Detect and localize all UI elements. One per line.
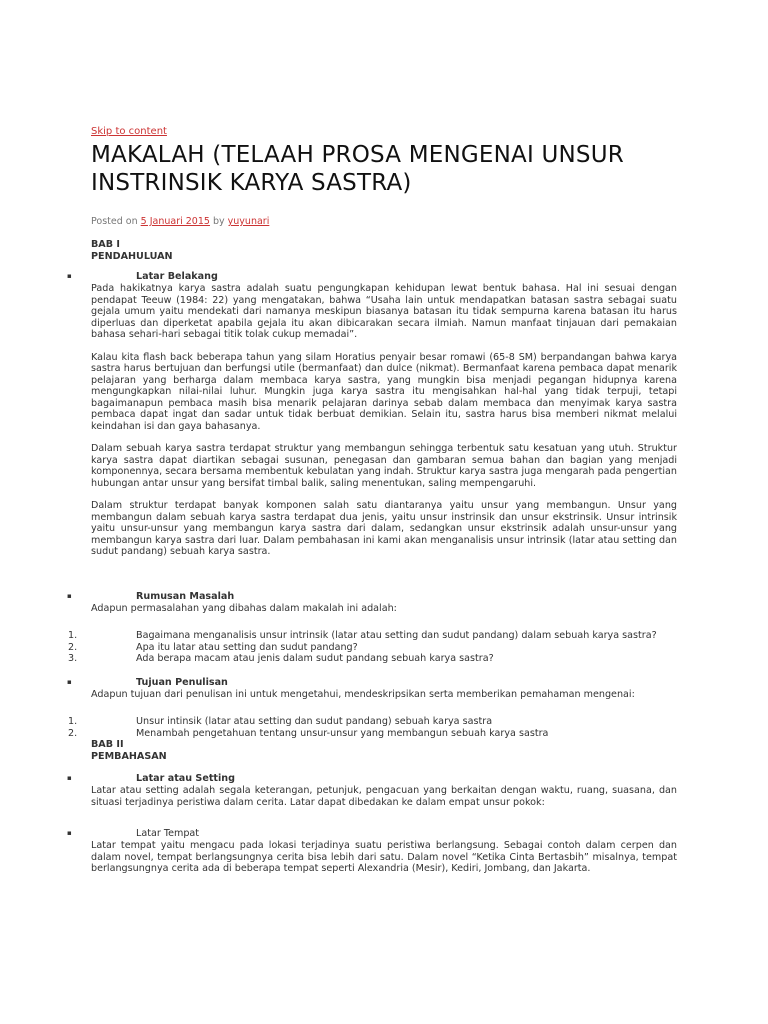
list-item: [68, 653, 677, 665]
list-item: [68, 727, 677, 740]
paragraph: Adapun permasalahan yang dibahas dalam makalah ini adalah:: [91, 602, 397, 614]
bullet-icon: ▪: [67, 829, 72, 837]
skip-to-content-link[interactable]: Skip to content: [91, 126, 167, 137]
section-heading: Latar Tempat: [136, 828, 200, 839]
section-latar-tempat: [67, 828, 677, 840]
list-item-text: Apa itu latar atau setting dan sudut pandang?: [136, 641, 358, 653]
bab2-title: PEMBAHASAN: [91, 750, 167, 762]
bab1-label: BAB I: [91, 239, 120, 250]
list-item: [68, 630, 677, 642]
section-rumusan-masalah: [67, 590, 677, 603]
article-body: [67, 239, 677, 875]
list-number: 1.: [68, 630, 78, 641]
section-latar-setting: [67, 773, 677, 785]
section-heading: Rumusan Masalah: [136, 590, 235, 602]
section-heading: Latar Belakang: [136, 271, 218, 282]
post-date-link[interactable]: 5 Januari 2015: [140, 216, 210, 227]
page-title: MAKALAH (TELAAH PROSA MENGENAI UNSUR INSTRINSIK KARYA SASTRA): [91, 142, 624, 196]
bullet-icon: ▪: [67, 272, 72, 280]
bullet-icon: ▪: [67, 774, 72, 782]
list-number: 2.: [68, 727, 78, 739]
section-heading: Latar atau Setting: [136, 773, 235, 784]
paragraph: Dalam struktur terdapat banyak komponen salah satu diantaranya yaitu unsur yang membangun. Unsur yang membangun dalam sebuah karya sastra terdapat dua jenis, yaitu unsur instrinsik dan unsur ekstrinsik. Unsur intrinsik yaitu unsur-unsur yang membangun karya sastra dari dalam, sedangkan unsur ekstrinsik adalah unsur-unsur yang membangun karya sastra dari luar. Dalam pembahasan ini kami akan menganalisis unsur intrinsik (latar atau setting dan sudut pandang) sebuah karya sastra.: [91, 500, 677, 557]
paragraph: Latar atau setting adalah segala keterangan, petunjuk, pengacuan yang berkaitan dengan waktu, ruang, suasana, dan situasi terjadinya peristiwa dalam cerita. Latar dapat dibedakan ke dalam empat unsur pokok:: [91, 785, 677, 808]
list-number: 3.: [68, 653, 78, 664]
section-tujuan-penulisan: [67, 676, 677, 689]
posted-on-label: Posted on: [91, 216, 138, 227]
author-link[interactable]: yuyunari: [227, 216, 270, 227]
section-heading: Tujuan Penulisan: [136, 676, 228, 688]
bullet-icon: ▪: [67, 677, 72, 686]
list-number: 2.: [68, 641, 78, 653]
list-item-text: Ada berapa macam atau jenis dalam sudut pandang sebuah karya sastra?: [136, 653, 494, 664]
list-item-text: Bagaimana menganalisis unsur intrinsik (latar atau setting dan sudut pandang) dalam sebuah karya sastra?: [136, 630, 657, 641]
by-label: by: [212, 216, 225, 227]
paragraph: Dalam sebuah karya sastra terdapat struktur yang membangun sehingga terbentuk satu kesatuan yang utuh. Struktur karya sastra dapat diartikan sebagai susunan, penegasan dan gambaran semua bahan dan bagian yang menjadi komponennya, secara bersama membentuk kebulatan yang indah. Struktur karya sastra juga mengarah pada pengertian hubungan antar unsur yang bersifat timbal balik, saling menentukan, saling mempengaruhi.: [91, 443, 677, 489]
bullet-icon: ▪: [67, 591, 72, 600]
paragraph: Adapun tujuan dari penulisan ini untuk mengetahui, mendeskripsikan serta memberikan pemahaman mengenai:: [91, 688, 635, 700]
list-item: [68, 716, 677, 728]
bab2-label: BAB II: [91, 739, 124, 750]
paragraph: Pada hakikatnya karya sastra adalah suatu pengungkapan kehidupan lewat bentuk bahasa. Hal ini sesuai dengan pendapat Teeuw (1984: 22) yang mengatakan, bahwa “Usaha lain untuk mendapatkan batasan sastra sebagai suatu gejala umum yaitu mendekati dari namanya meskipun biasanya batasan itu tidak sempurna karena batasan itu harus diperluas dan diperketat apabila gejala itu akan dibicarakan secara ilmiah. Namun manfaat tinjauan dari pemakaian bahasa sehari-hari sebagai titik tolak cukup memadai”.: [91, 283, 677, 340]
list-item: [68, 641, 677, 654]
paragraph: Latar tempat yaitu mengacu pada lokasi terjadinya suatu peristiwa berlangsung. Sebagai contoh dalam cerpen dan dalam novel, tempat berlangsungnya cerita bisa lebih dari satu. Dalam novel “Ketika Cinta Bertasbih” misalnya, tempat berlangsungnya cerita ada di beberapa tempat seperti Alexandria (Mesir), Kediri, Jombang, dan Jakarta.: [91, 840, 677, 874]
post-meta: [91, 216, 269, 227]
list-number: 1.: [68, 716, 78, 727]
bab1-title: PENDAHULUAN: [91, 250, 173, 262]
section-latar-belakang: [67, 271, 677, 283]
paragraph: Kalau kita flash back beberapa tahun yang silam Horatius penyair besar romawi (65-8 SM) berpandangan bahwa karya sastra harus bertujuan dan berfungsi utile (bermanfaat) dan dulce (nikmat). Bermanfaat karena pembaca dapat menarik pelajaran yang berharga dalam membaca karya sastra, yang mungkin bisa menjadi pegangan hidupnya karena mengungkapkan nilai-nilai luhur. Mungkin juga karya sastra itu mengisahkan hal-hal yang tidak terpuji, tetapi bagaimanapun pembaca masih bisa menarik pelajaran darinya sebab dalam membaca dan menyimak karya sastra pembaca dapat ingat dan sadar untuk tidak berbuat demikian. Selain itu, sastra harus bisa memberi nikmat melalui keindahan isi dan gaya bahasanya.: [91, 351, 677, 432]
list-item-text: Unsur intinsik (latar atau setting dan sudut pandang) sebuah karya sastra: [136, 716, 493, 727]
list-item-text: Menambah pengetahuan tentang unsur-unsur yang membangun sebuah karya sastra: [136, 727, 549, 739]
